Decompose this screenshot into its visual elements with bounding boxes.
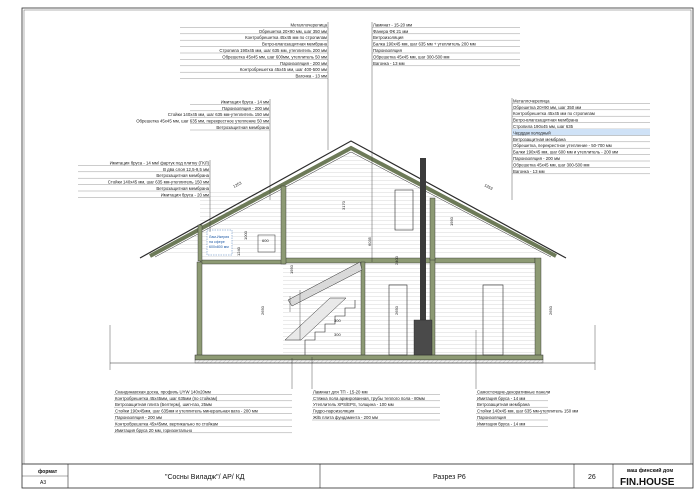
note-line: Ветро-влагозащитная мембрана	[513, 117, 578, 123]
dim-upper-wall: 6035	[367, 237, 372, 246]
note-line: Имитация бруса 20 мм, горизонтально	[115, 427, 193, 433]
format-label: формат	[38, 469, 58, 475]
dim-ridge: 3170	[341, 201, 346, 210]
window-label-1: Лам-Икерия	[209, 235, 230, 239]
brand-tagline: ваш финский дом	[627, 468, 674, 474]
note-group-wall-upper	[136, 99, 270, 200]
project-name: "Сосны Виладж"/ АР/ КД	[165, 474, 245, 481]
format-value: А3	[40, 480, 47, 486]
left-floor-beam	[200, 260, 285, 264]
note-group-floor-left	[114, 358, 292, 433]
note-line: Скандинавская доска, профиль UYW 140х20мм	[115, 389, 211, 395]
note-line: Ветро-влагозащитная мембрана	[262, 41, 327, 47]
left-upper-wall	[281, 186, 286, 264]
window-label-3: 600х800 мм	[209, 245, 229, 249]
left-wing-fill	[200, 263, 283, 355]
note-line: Стойки 140х45 мм, шаг 635 мм-утеплитель 150 мм	[167, 112, 269, 118]
dim-right-slope: 1253	[483, 182, 494, 192]
note-line: Ж/Б плита фундамента - 200 мм	[313, 415, 378, 420]
window-label-2: на сфере	[209, 240, 225, 244]
left-wall	[197, 262, 202, 356]
note-line: Ветрозащитная мембрана	[216, 125, 269, 130]
note-line: Ветрозащитная мембрана	[477, 402, 530, 408]
note-line: Контробрешетка 45х45 мм по стропилам	[513, 111, 595, 117]
note-line: Пароизоляция	[373, 48, 402, 53]
note-line: Гидро-пароизоляция	[313, 408, 355, 414]
dim-left-ground: 2650	[260, 306, 265, 315]
note-line: Стойки 140х45 мм, шаг 635 мм-утеплитель 150 мм	[107, 179, 209, 185]
note-line: Обрешетка 20×90 мм, шаг 350 мм	[513, 104, 582, 110]
dim-center-ground: 2650	[394, 306, 399, 315]
note-group-floor-center	[312, 357, 440, 420]
note-line: Имитация бруса - 14 мм	[477, 421, 526, 427]
note-line: Пароизоляция - 200 мм	[115, 415, 162, 420]
note-line: Контробрешетка 45х45мм, шаг 635мм (по стойкам)	[115, 395, 218, 401]
note-line: Обрешетка, перекрестное утепление - 50-700 мм	[513, 143, 612, 149]
note-line: Стойки 140х45 мм, шаг 635 мм-утеплитель 150 мм	[477, 408, 579, 414]
sheet-name: Разрез Р6	[433, 474, 466, 481]
note-line: Ветроизоляция	[373, 35, 404, 41]
note-line: Балка 190х45 мм, шаг 635 мм + утеплитель 200 мм	[373, 41, 476, 47]
note-line: Обрешетка 45х45 мм, шаг 635 мм, перекрестное утепление 50 мм	[136, 118, 269, 124]
note-group-roof-left	[180, 22, 328, 150]
note-line: Стропила 190х45 мм, шаг 635 мм, утеплитель 200 мм	[219, 48, 327, 53]
attic-wall-right	[430, 198, 435, 260]
note-line: Ламинат - 15-20 мм	[373, 22, 413, 28]
note-line: Стропила 190х45 мм, шаг 635	[513, 124, 574, 129]
note-line: Вагонка - 13 мм	[513, 168, 545, 174]
dim-stair-top: 2400	[394, 256, 399, 265]
dim-opening-b: 600	[262, 238, 269, 243]
note-line: Контробрешетка 45х45 мм, шаг 400-500 мм	[239, 67, 327, 73]
note-line: Обрешетка 20×90 мм, шаг 350 мм	[258, 28, 327, 34]
note-line: Самостоящие-декоративные панели	[477, 389, 551, 395]
note-line: Ветрозащитная мембрана	[156, 186, 209, 191]
interior-wall-mid	[361, 262, 365, 356]
note-line: Обрешетка 45х45 мм, шаг 300-500 мм	[373, 54, 450, 60]
note-line: Утеплитель XPS/EPS, толщина - 100 мм	[313, 402, 394, 408]
note-line: Имитация бруса - 14 мм/ фартук под плитку (ГКЛ)	[109, 160, 209, 166]
note-line: В два слоя 12,5-9,5 мм	[163, 166, 209, 172]
note-line: Металлочерепица	[290, 22, 327, 28]
stove	[414, 320, 432, 355]
note-line: Металлочерепица	[513, 98, 550, 104]
dim-opening-a: 1000	[243, 231, 248, 240]
note-line: Имитация бруса - 14 мм	[477, 395, 526, 401]
dim-right-upper: 1950	[449, 217, 454, 226]
note-line: Стойки 190х45мм, шаг 635мм и утеплитель минеральная вата - 200 мм	[115, 408, 258, 414]
note-line: Ветрозащитная мембрана	[156, 173, 209, 179]
note-line: Ветрозащитная мембрана	[513, 136, 566, 142]
note-line: Стяжка пола армированная, трубы теплого пола - 80мм	[313, 395, 425, 401]
dim-void: 1950	[289, 265, 294, 274]
note-line: Обрешетка 45х45 мм, шаг 600мм, утеплитель 50 мм	[222, 54, 327, 60]
note-line: Ветрозащитная плита (Белтерм), шип-паз, 25мм	[115, 402, 212, 408]
note-line: Пароизоляция - 200 мм	[513, 156, 560, 161]
foundation-base	[195, 360, 543, 363]
note-line: Ламинат для ТП - 15-20 мм	[313, 389, 368, 395]
page-number: 26	[588, 474, 596, 481]
right-wall	[535, 258, 541, 356]
dim-right-ground: 2650	[548, 306, 553, 315]
left-knee-wall	[198, 225, 202, 261]
note-line: Вагонка - 13 мм	[295, 73, 327, 79]
note-line: Пароизоляция - 200 мм	[222, 105, 269, 111]
note-group-gable	[78, 160, 210, 232]
title-block	[22, 464, 693, 488]
note-group-roof-right	[512, 98, 650, 200]
chimney	[420, 158, 426, 320]
note-line: Балки 190х45 мм, шаг 600 мм и утеплитель - 200 мм	[513, 149, 619, 155]
note-line: Имитация бруса - 14 мм	[220, 99, 269, 105]
dim-small-b: 300	[334, 332, 341, 337]
note-line: Контробрешетка 45х45 мм по стропилам	[245, 35, 327, 41]
brand-logo: FIN.HOUSE	[620, 477, 675, 488]
note-line: Контробрешетка 45х45мм, вертикально по стойкам	[115, 421, 218, 427]
note-line: Имитация бруса - 20 мм	[160, 192, 209, 198]
note-line: Черддак холодный	[513, 130, 551, 136]
dim-left-slope: 1253	[232, 180, 243, 189]
note-line: Вагонка - 13 мм	[373, 60, 405, 66]
attic-floor	[283, 258, 535, 263]
foundation-slab	[195, 355, 543, 360]
note-line: Фанера ФК 21 мм	[373, 28, 409, 34]
note-line: Обрешетка 45х45 мм, шаг 300-500 мм	[513, 162, 590, 168]
dim-left-lower: 1240	[236, 247, 241, 256]
note-line: Пароизоляция	[477, 415, 506, 420]
note-line: Пароизоляция - 200 мм	[280, 60, 327, 66]
dim-small-a: 300	[334, 318, 341, 323]
